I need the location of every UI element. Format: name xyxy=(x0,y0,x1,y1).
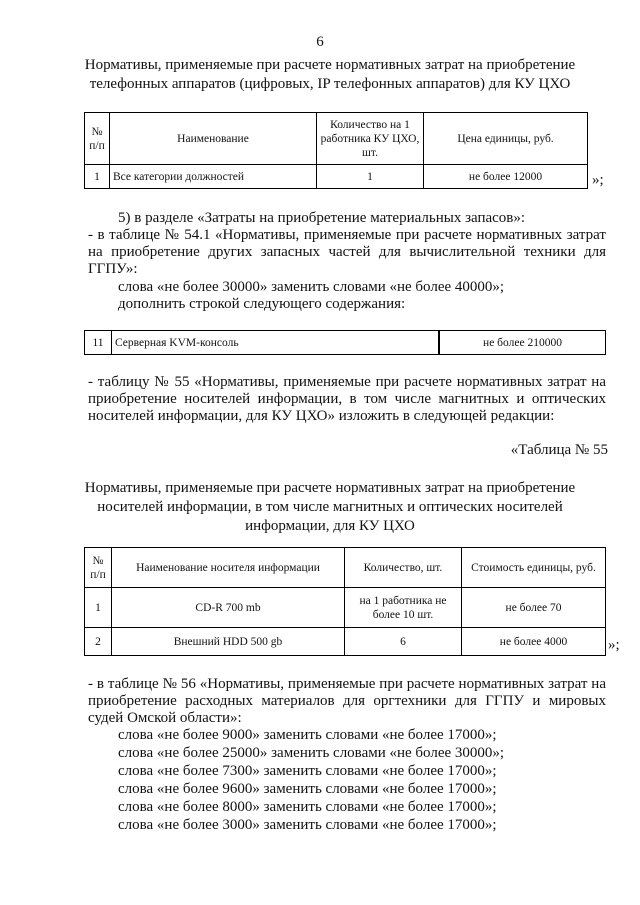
closing-quote: »; xyxy=(608,637,620,653)
replacement-line: слова «не более 9000» заменить словами «не более 17000»; xyxy=(118,727,497,743)
table-55-paragraph: - таблицу № 55 «Нормативы, применяемые при расчете нормативных затрат на приобретение носителей информации, в том числе магнитных и оптических носителей информации, для КУ ЦХО» изложить в следующей редакции: xyxy=(88,374,606,424)
replacement-line: слова «не более 9600» заменить словами «не более 17000»; xyxy=(118,781,497,797)
cell-price: не более 12000 xyxy=(424,165,588,189)
replacement-line: слова «не более 25000» заменить словами «не более 30000»; xyxy=(118,745,505,761)
kvm-row-table xyxy=(84,330,606,355)
replacement-line: слова «не более 3000» заменить словами «не более 17000»; xyxy=(118,817,497,833)
header-quantity: Количество, шт. xyxy=(345,548,462,588)
cell-number: 1 xyxy=(85,588,112,628)
cell-name: Все категории должностей xyxy=(110,165,317,189)
header-number: № п/п xyxy=(85,548,112,588)
table-row xyxy=(85,588,606,628)
replacement-line: слова «не более 30000» заменить словами «не более 40000»; xyxy=(118,279,505,295)
add-row-line: дополнить строкой следующего содержания: xyxy=(118,296,406,312)
page-number: 6 xyxy=(316,34,324,50)
cell-number: 2 xyxy=(85,628,112,656)
replacement-line: слова «не более 7300» заменить словами «не более 17000»; xyxy=(118,763,497,779)
cell-name: Внешний HDD 500 gb xyxy=(112,628,345,656)
table-56-paragraph: - в таблице № 56 «Нормативы, применяемые при расчете нормативных затрат на приобретение расходных материалов для оргтехники для ГГПУ и мировых судей Омской области»: xyxy=(88,676,606,726)
cell-number: 1 xyxy=(85,165,110,189)
table-row xyxy=(85,628,606,656)
closing-quote: »; xyxy=(592,172,604,188)
header-price: Стоимость единицы, руб. xyxy=(462,548,606,588)
header-name: Наименование носителя информации xyxy=(112,548,345,588)
table-title-media: Нормативы, применяемые при расчете нормативных затрат на приобретение носителей информации, в том числе магнитных и оптических носителей информации, для КУ ЦХО xyxy=(84,480,576,534)
cell-price: не более 70 xyxy=(462,588,606,628)
cell-quantity: 6 xyxy=(345,628,462,656)
cell-price: не более 4000 xyxy=(462,628,606,656)
cell-number: 11 xyxy=(85,331,112,355)
cell-quantity: на 1 работника не более 10 шт. xyxy=(345,588,462,628)
header-price: Цена единицы, руб. xyxy=(424,113,588,165)
media-table xyxy=(84,547,606,656)
header-quantity: Количество на 1 работника КУ ЦХО, шт. xyxy=(317,113,424,165)
replacement-line: слова «не более 8000» заменить словами «не более 17000»; xyxy=(118,799,497,815)
header-number: № п/п xyxy=(85,113,110,165)
cell-price: не более 210000 xyxy=(440,331,606,355)
table-title-phones: Нормативы, применяемые при расчете нормативных затрат на приобретение телефонных аппаратов (цифровых, IP телефонных аппаратов) для КУ ЦХО xyxy=(84,57,576,92)
table-54-1-paragraph: - в таблице № 54.1 «Нормативы, применяемые при расчете нормативных затрат на приобретение других запасных частей для вычислительной техники для ГГПУ»: xyxy=(88,227,606,277)
section5-heading: 5) в разделе «Затраты на приобретение материальных запасов»: xyxy=(118,210,526,226)
cell-name: Серверная KVM-консоль xyxy=(112,331,439,355)
phones-table xyxy=(84,112,588,189)
header-name: Наименование xyxy=(110,113,317,165)
cell-name: CD-R 700 mb xyxy=(112,588,345,628)
table-label: «Таблица № 55 xyxy=(510,442,608,458)
cell-quantity: 1 xyxy=(317,165,424,189)
